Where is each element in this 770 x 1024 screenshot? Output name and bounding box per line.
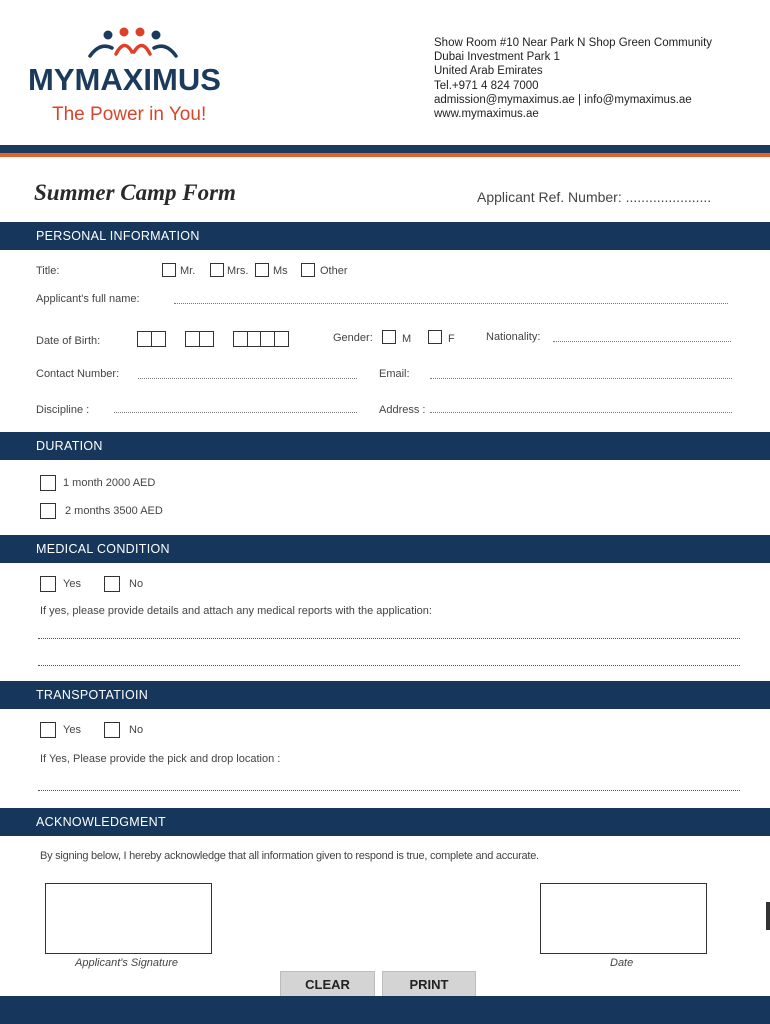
acknowledgment-text: By signing below, I hereby acknowledge that all information given to respond is true, complete and accurate. bbox=[40, 850, 539, 862]
full-name-field[interactable] bbox=[174, 303, 728, 304]
contact-number-field[interactable] bbox=[138, 378, 357, 379]
header-rule-orange bbox=[0, 153, 770, 157]
medical-details-line-1[interactable] bbox=[38, 638, 740, 639]
dob-label: Date of Birth: bbox=[36, 335, 101, 347]
transport-yes-checkbox[interactable] bbox=[40, 722, 56, 738]
logo-text: MYMAXIMUS bbox=[28, 62, 221, 97]
transport-no-checkbox[interactable] bbox=[104, 722, 120, 738]
email-label: Email: bbox=[379, 368, 410, 380]
dob-month-field[interactable] bbox=[185, 331, 214, 347]
section-transportation: TRANSPOTATIOIN bbox=[0, 681, 770, 709]
print-button[interactable]: PRINT bbox=[382, 971, 476, 997]
dob-day-field[interactable] bbox=[137, 331, 166, 347]
page-edge-mark bbox=[766, 902, 770, 930]
date-caption: Date bbox=[610, 957, 634, 969]
contact-line: admission@mymaximus.ae | info@mymaximus.ae bbox=[434, 93, 692, 106]
header-rule-navy bbox=[0, 145, 770, 153]
address-label: Address : bbox=[379, 404, 426, 416]
medical-yes-checkbox[interactable] bbox=[40, 576, 56, 592]
title-mr-label: Mr. bbox=[180, 265, 196, 277]
transport-location-line[interactable] bbox=[38, 790, 740, 791]
discipline-field[interactable] bbox=[114, 412, 357, 413]
section-personal-information: PERSONAL INFORMATION bbox=[0, 222, 770, 250]
gender-m-checkbox[interactable] bbox=[382, 330, 396, 344]
contact-line: Dubai Investment Park 1 bbox=[434, 51, 560, 64]
full-name-label: Applicant's full name: bbox=[36, 293, 140, 305]
section-duration: DURATION bbox=[0, 432, 770, 460]
title-mr-checkbox[interactable] bbox=[162, 263, 176, 277]
nationality-field[interactable] bbox=[553, 341, 731, 342]
medical-yes-label: Yes bbox=[63, 578, 81, 590]
contact-line: Tel.+971 4 824 7000 bbox=[434, 79, 539, 92]
contact-line: United Arab Emirates bbox=[434, 65, 543, 78]
nationality-label: Nationality: bbox=[486, 331, 541, 343]
transport-location-prompt: If Yes, Please provide the pick and drop location : bbox=[40, 753, 281, 765]
duration-1-month-label: 1 month 2000 AED bbox=[63, 477, 156, 489]
email-field[interactable] bbox=[430, 378, 732, 379]
contact-line: Show Room #10 Near Park N Shop Green Community bbox=[434, 37, 713, 49]
title-ms-label: Ms bbox=[273, 265, 288, 277]
form-title: Summer Camp Form bbox=[34, 180, 236, 205]
medical-no-checkbox[interactable] bbox=[104, 576, 120, 592]
medical-details-line-2[interactable] bbox=[38, 665, 740, 666]
discipline-label: Discipline : bbox=[36, 404, 90, 416]
logo-tagline: The Power in You! bbox=[52, 104, 207, 125]
footer-bar bbox=[0, 996, 770, 1024]
title-mrs-label: Mrs. bbox=[227, 265, 249, 277]
contact-number-label: Contact Number: bbox=[36, 368, 120, 380]
gender-f-checkbox[interactable] bbox=[428, 330, 442, 344]
gender-label: Gender: bbox=[333, 332, 373, 344]
dob-year-field[interactable] bbox=[233, 331, 289, 347]
duration-2-months-label: 2 months 3500 AED bbox=[65, 505, 163, 517]
contact-block bbox=[434, 36, 712, 121]
applicant-ref-number: Applicant Ref. Number: ...................... bbox=[477, 189, 712, 205]
contact-line: www.mymaximus.ae bbox=[434, 108, 539, 121]
date-box[interactable] bbox=[540, 883, 707, 954]
applicant-signature-box[interactable] bbox=[45, 883, 212, 954]
medical-no-label: No bbox=[129, 578, 144, 590]
duration-2-months-checkbox[interactable] bbox=[40, 503, 56, 519]
address-field[interactable] bbox=[430, 412, 732, 413]
duration-1-month-checkbox[interactable] bbox=[40, 475, 56, 491]
gender-m-label: M bbox=[402, 333, 412, 345]
section-medical-condition: MEDICAL CONDITION bbox=[0, 535, 770, 563]
clear-button[interactable]: CLEAR bbox=[280, 971, 375, 997]
applicant-signature-caption: Applicant's Signature bbox=[75, 957, 178, 969]
logo-figures-icon bbox=[86, 26, 180, 64]
transport-yes-label: Yes bbox=[63, 724, 81, 736]
section-acknowledgment: ACKNOWLEDGMENT bbox=[0, 808, 770, 836]
title-mrs-checkbox[interactable] bbox=[210, 263, 224, 277]
title-ms-checkbox[interactable] bbox=[255, 263, 269, 277]
transport-no-label: No bbox=[129, 724, 144, 736]
medical-details-prompt: If yes, please provide details and attach any medical reports with the application: bbox=[40, 605, 432, 617]
title-other-checkbox[interactable] bbox=[301, 263, 315, 277]
title-label: Title: bbox=[36, 265, 60, 277]
gender-f-label: F bbox=[448, 333, 455, 345]
title-other-label: Other bbox=[320, 265, 348, 277]
